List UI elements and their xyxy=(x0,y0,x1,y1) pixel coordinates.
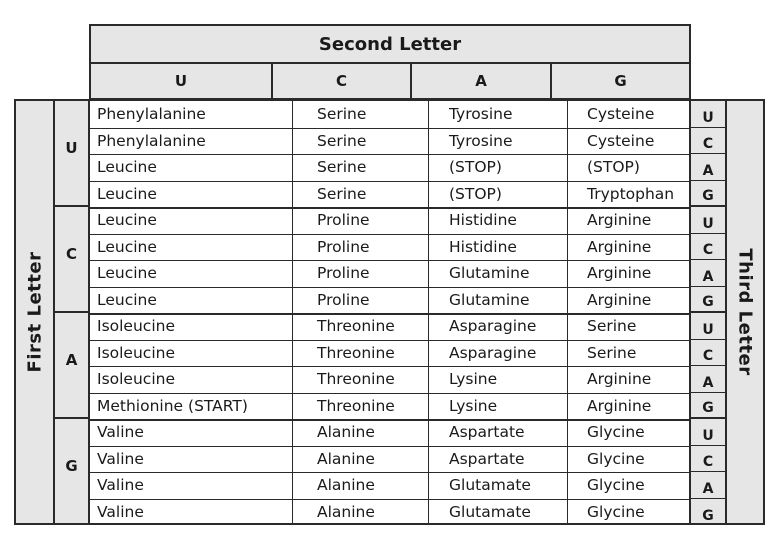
third-letter-cell: C xyxy=(691,128,725,155)
table-row xyxy=(90,154,689,182)
amino-acid-cell: Alanine xyxy=(293,446,429,473)
first-letter-group-c: C xyxy=(53,205,90,313)
table-row xyxy=(90,101,689,129)
third-letter-cell: U xyxy=(691,313,725,340)
amino-acid-cell: Glycine xyxy=(587,423,645,442)
amino-acid-cell: Proline xyxy=(293,287,429,314)
amino-acid-cell: Asparagine xyxy=(429,313,568,340)
table-row xyxy=(90,393,689,422)
first-letter-panel xyxy=(14,99,55,525)
amino-acid-cell: Arginine xyxy=(587,211,652,230)
third-letter-cell: A xyxy=(691,366,725,393)
third-letter-cell: A xyxy=(691,472,725,499)
third-letter-panel xyxy=(725,99,765,525)
third-letter-cell: A xyxy=(691,260,725,287)
amino-acid-cell: Glycine xyxy=(587,502,645,521)
amino-acid-cell: Leucine xyxy=(90,154,293,181)
amino-acid-cell: Arginine xyxy=(587,264,652,283)
amino-acid-cell: Aspartate xyxy=(429,446,568,473)
amino-acid-cell: Phenylalanine xyxy=(90,101,293,128)
amino-acid-cell: Serine xyxy=(293,154,429,181)
amino-acid-cell: Alanine xyxy=(293,472,429,499)
amino-acid-cell: Leucine xyxy=(90,234,293,261)
third-letter-cell: C xyxy=(691,340,725,367)
amino-acid-cell: Leucine xyxy=(90,207,293,234)
amino-acid-cell: Arginine xyxy=(587,237,652,256)
amino-acid-cell: Serine xyxy=(587,343,637,362)
second-letter-col-g: G xyxy=(550,62,691,100)
amino-acid-cell: Lysine xyxy=(429,366,568,393)
table-row xyxy=(90,260,689,288)
amino-acid-cell: Serine xyxy=(293,101,429,128)
amino-acid-cell: Leucine xyxy=(90,260,293,287)
amino-acid-cell: Tyrosine xyxy=(429,101,568,128)
amino-acid-cell: Valine xyxy=(90,499,293,526)
amino-acid-cell: Threonine xyxy=(293,393,429,420)
amino-acid-cell: Cysteine xyxy=(587,131,655,150)
table-row xyxy=(90,207,689,235)
amino-acid-cell: Histidine xyxy=(429,234,568,261)
amino-acid-cell: Serine xyxy=(587,317,637,336)
amino-acid-cell: Proline xyxy=(293,260,429,287)
table-row xyxy=(90,499,689,526)
amino-acid-cell: Arginine xyxy=(587,290,652,309)
table-row xyxy=(90,128,689,156)
second-letter-col-u: U xyxy=(89,62,273,100)
amino-acid-cell: Isoleucine xyxy=(90,313,293,340)
first-letter-group-u: U xyxy=(53,99,90,207)
table-row xyxy=(90,446,689,474)
amino-acid-cell: Glutamate xyxy=(429,499,568,526)
amino-acid-cell: Alanine xyxy=(293,499,429,526)
codon-table xyxy=(88,99,691,525)
third-letter-cell: A xyxy=(691,154,725,181)
amino-acid-cell: Asparagine xyxy=(429,340,568,367)
table-row xyxy=(90,366,689,394)
amino-acid-cell: (STOP) xyxy=(429,181,568,208)
amino-acid-cell: Arginine xyxy=(587,396,652,415)
amino-acid-cell: (STOP) xyxy=(587,158,640,177)
third-letter-cell: C xyxy=(691,234,725,261)
table-row xyxy=(90,419,689,447)
amino-acid-cell: Aspartate xyxy=(429,419,568,446)
amino-acid-cell: Proline xyxy=(293,207,429,234)
third-letter-cell: U xyxy=(691,101,725,128)
amino-acid-cell: Valine xyxy=(90,472,293,499)
amino-acid-cell: Glutamine xyxy=(429,260,568,287)
table-row xyxy=(90,313,689,341)
amino-acid-cell: Glutamine xyxy=(429,287,568,314)
third-letter-cell: G xyxy=(691,287,725,314)
table-row xyxy=(90,287,689,316)
amino-acid-cell: Leucine xyxy=(90,181,293,208)
third-letter-cell: U xyxy=(691,419,725,446)
amino-acid-cell: Glycine xyxy=(587,476,645,495)
amino-acid-cell: Tryptophan xyxy=(587,184,675,203)
amino-acid-cell: Cysteine xyxy=(587,105,655,124)
table-row xyxy=(90,234,689,262)
table-row xyxy=(90,340,689,368)
amino-acid-cell: Alanine xyxy=(293,419,429,446)
amino-acid-cell: Histidine xyxy=(429,207,568,234)
first-letter-group-a: A xyxy=(53,311,90,419)
second-letter-col-c: C xyxy=(271,62,412,100)
third-letter-cell: C xyxy=(691,446,725,473)
first-letter-title: First Letter xyxy=(24,251,45,373)
amino-acid-cell: Proline xyxy=(293,234,429,261)
amino-acid-cell: Threonine xyxy=(293,313,429,340)
amino-acid-cell: Methionine (START) xyxy=(90,393,293,420)
amino-acid-cell: Arginine xyxy=(587,370,652,389)
amino-acid-cell: Threonine xyxy=(293,366,429,393)
third-letter-cell: G xyxy=(702,508,714,524)
third-letter-cell: U xyxy=(691,207,725,234)
amino-acid-cell: Glycine xyxy=(587,449,645,468)
second-letter-title: Second Letter xyxy=(89,24,691,64)
amino-acid-cell: Lysine xyxy=(429,393,568,420)
amino-acid-cell: Phenylalanine xyxy=(90,128,293,155)
amino-acid-cell: Isoleucine xyxy=(90,340,293,367)
third-letter-title: Third Letter xyxy=(734,248,756,376)
amino-acid-cell: Threonine xyxy=(293,340,429,367)
amino-acid-cell: Serine xyxy=(293,128,429,155)
amino-acid-cell: Leucine xyxy=(90,287,293,314)
amino-acid-cell: Tyrosine xyxy=(429,128,568,155)
amino-acid-cell: Serine xyxy=(293,181,429,208)
table-row xyxy=(90,181,689,210)
amino-acid-cell: Valine xyxy=(90,446,293,473)
third-letter-cell: G xyxy=(691,393,725,420)
table-row xyxy=(90,472,689,500)
third-letter-cell: G xyxy=(691,181,725,208)
third-letter-column xyxy=(689,99,727,525)
first-letter-group-g: G xyxy=(53,417,90,525)
amino-acid-cell: (STOP) xyxy=(429,154,568,181)
amino-acid-cell: Isoleucine xyxy=(90,366,293,393)
amino-acid-cell: Glutamate xyxy=(429,472,568,499)
second-letter-col-a: A xyxy=(410,62,552,100)
amino-acid-cell: Valine xyxy=(90,419,293,446)
